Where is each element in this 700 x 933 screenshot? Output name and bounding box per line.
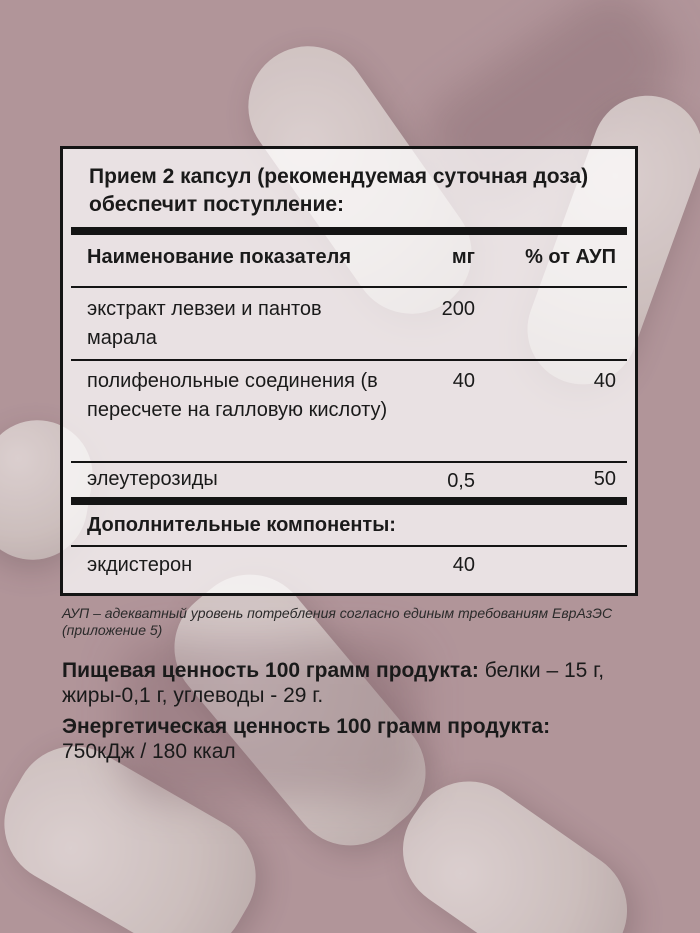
divider xyxy=(71,497,627,505)
divider xyxy=(71,227,627,235)
row-mg: 0,5 xyxy=(447,470,475,492)
extra-row-mg: 40 xyxy=(452,554,475,576)
row-pct: 40 xyxy=(593,370,616,392)
divider xyxy=(71,359,627,361)
nutrition-label: Пищевая ценность 100 грамм продукта: xyxy=(62,659,479,682)
row-mg: 200 xyxy=(441,298,475,320)
divider xyxy=(71,286,627,288)
nutrition-text: белки – 15 г, жиры-0,1 г, углеводы - 29 г. xyxy=(62,659,605,707)
header-mg: мг xyxy=(451,246,475,268)
nutrition-value xyxy=(62,658,662,708)
footnote: АУП – адекватный уровень потребления согласно единым требованиям ЕврАзЭС (приложение 5) xyxy=(62,605,613,638)
energy-value xyxy=(62,714,662,764)
divider xyxy=(71,545,627,547)
extra-row-name: экдистерон xyxy=(87,554,193,576)
row-name: экстракт левзеи и пантов марала xyxy=(87,298,322,349)
section-title: Дополнительные компоненты: xyxy=(87,514,396,536)
row-pct: 50 xyxy=(593,468,616,490)
row-mg: 40 xyxy=(452,370,475,392)
row-name: элеутерозиды xyxy=(87,468,218,490)
row-name: полифенольные соединения (в пересчете на галловую кислоту) xyxy=(87,370,388,421)
energy-label: Энергетическая ценность 100 грамм продукта: xyxy=(62,715,551,738)
header-name: Наименование показателя xyxy=(87,246,352,268)
energy-text: 750кДж / 180 ккал xyxy=(62,740,236,763)
intro-text: Прием 2 капсул (рекомендуемая суточная доза) обеспечит поступление: xyxy=(89,165,589,216)
supplement-facts-table xyxy=(60,146,638,596)
divider xyxy=(71,461,627,463)
header-pct: % от АУП xyxy=(525,246,616,268)
